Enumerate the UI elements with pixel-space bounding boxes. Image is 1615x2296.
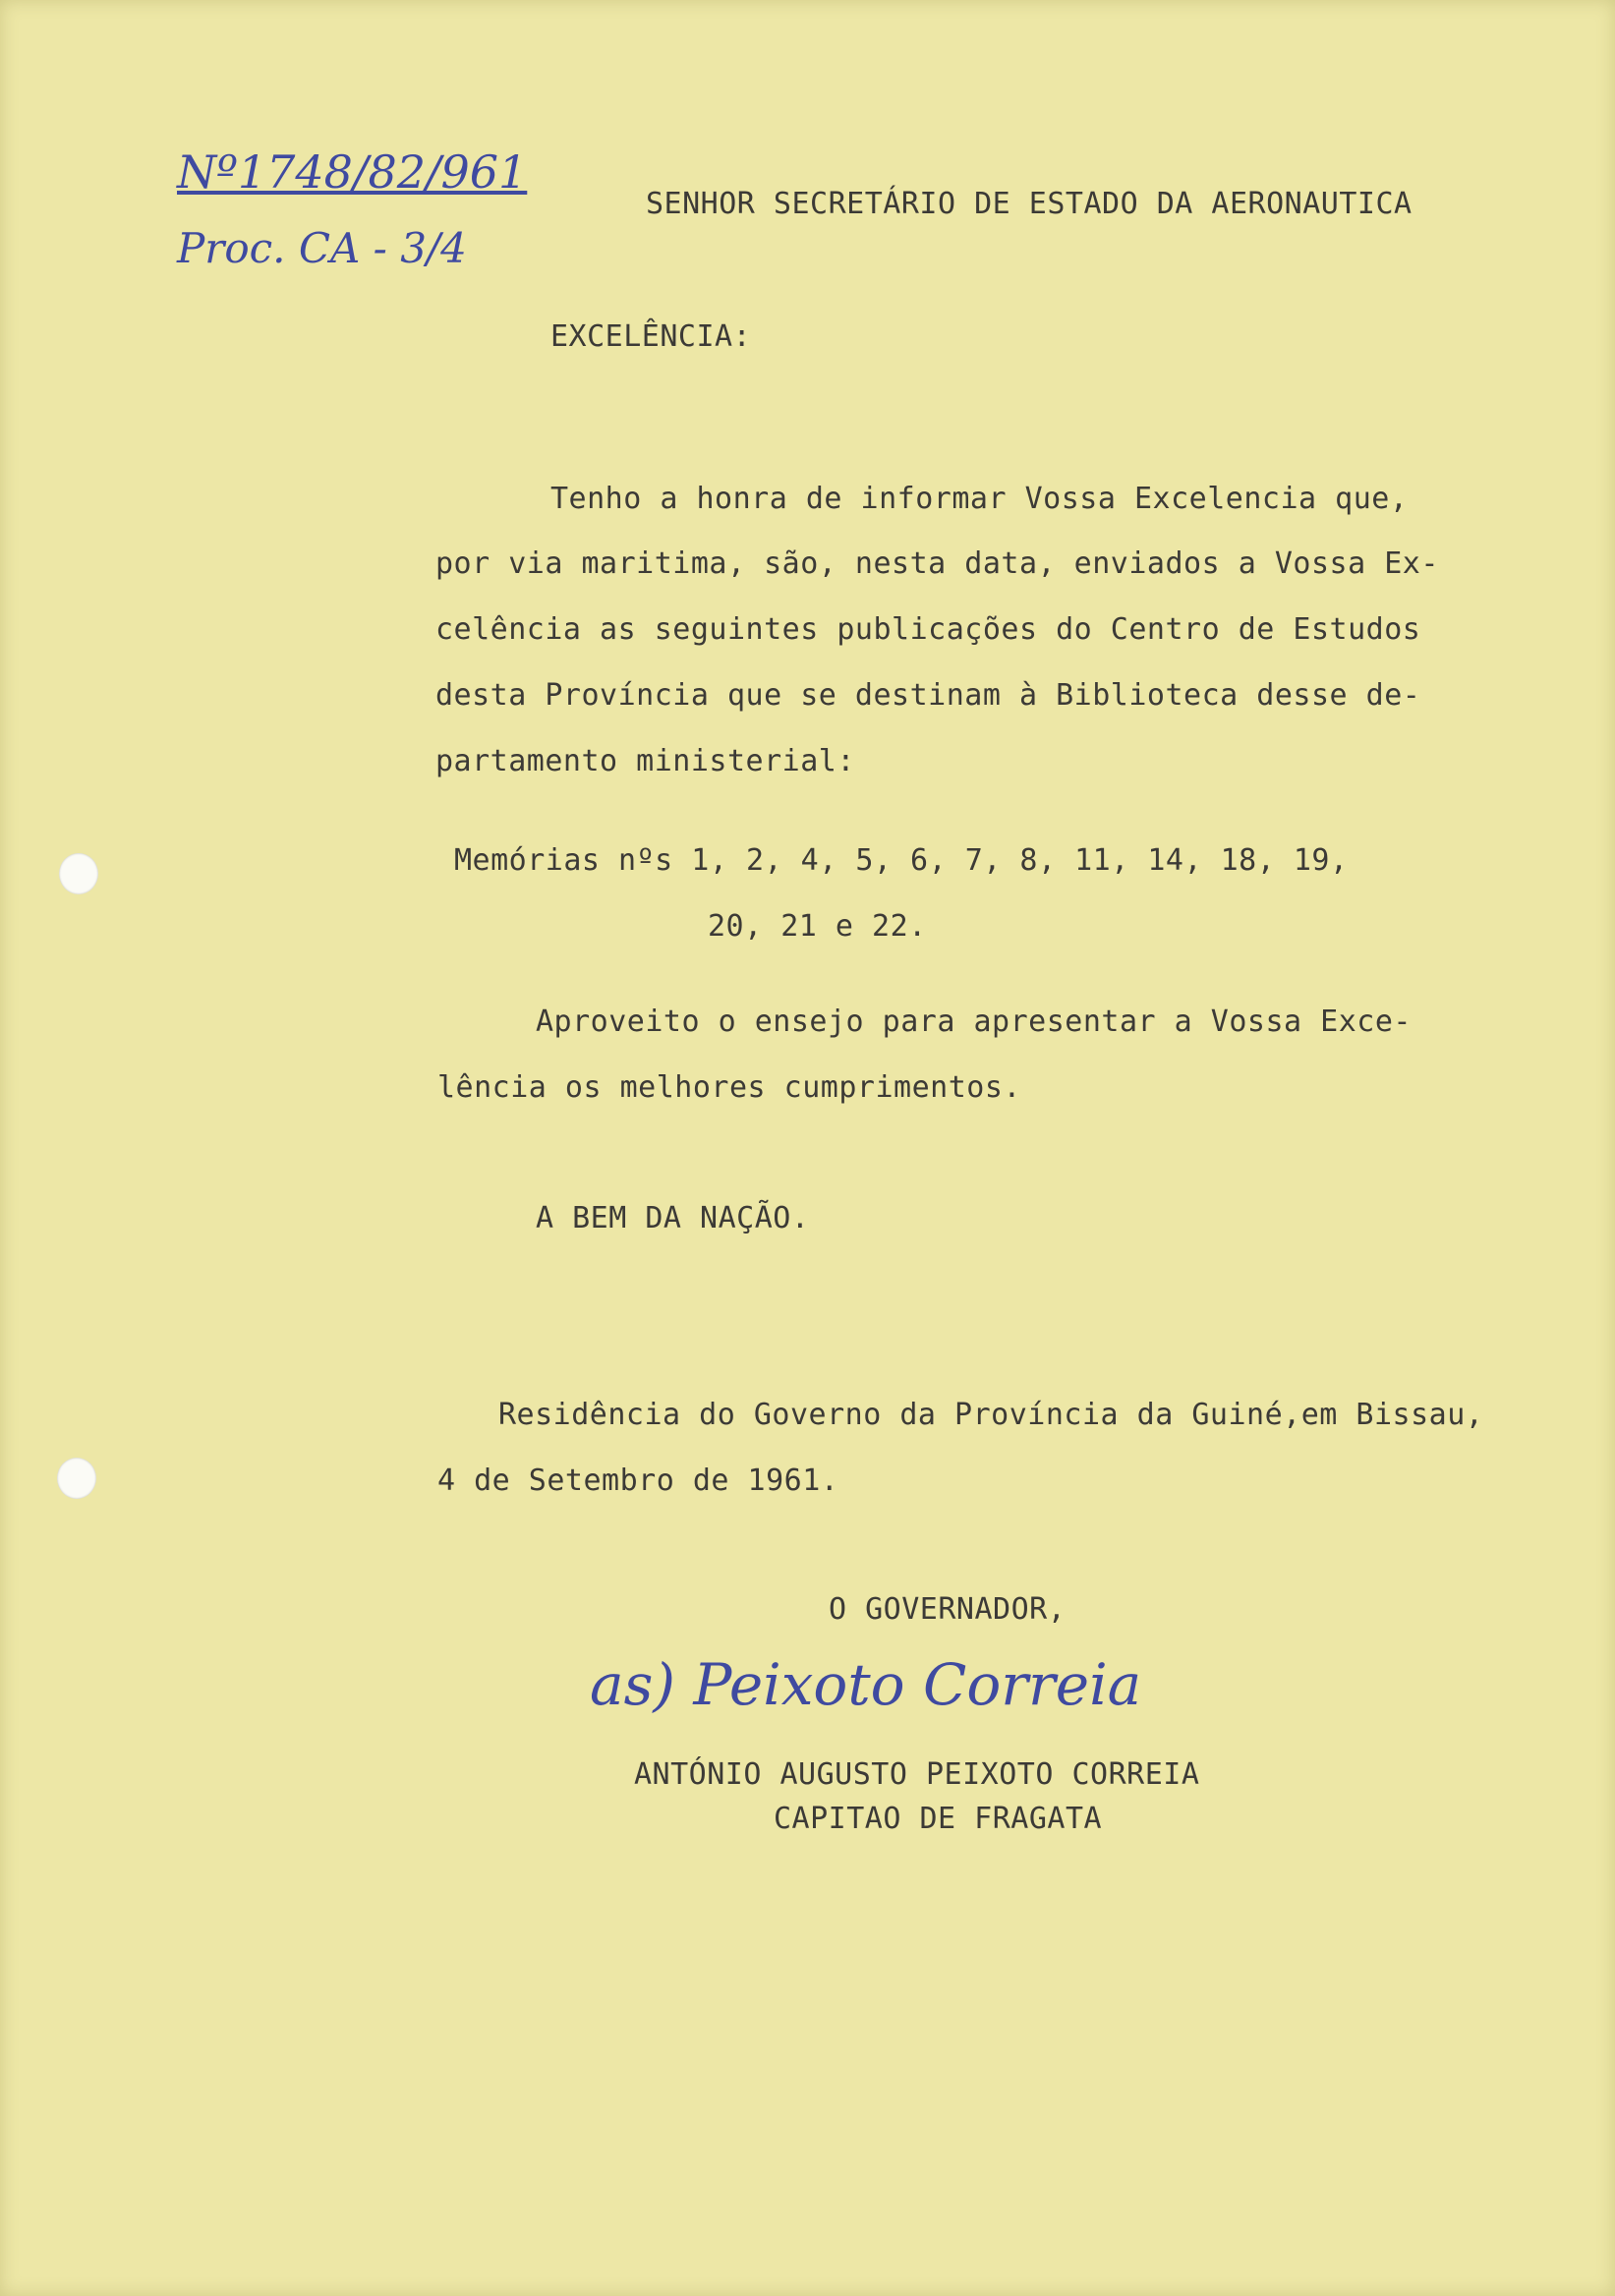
place-date-line: 4 de Setembro de 1961.: [437, 1464, 839, 1498]
punch-hole-upper: [59, 853, 98, 894]
punch-hole-lower: [57, 1458, 96, 1499]
closing-formula: A BEM DA NAÇÃO.: [536, 1201, 810, 1235]
handwritten-process-reference: Proc. CA - 3/4: [177, 224, 467, 272]
body-line: celência as seguintes publicações do Centro de Estudos: [435, 612, 1421, 647]
body-line: desta Província que se destinam à Biblioteca desse de-: [435, 678, 1421, 713]
handwritten-reference-number: Nº1748/82/961: [177, 145, 528, 199]
body-line: por via maritima, são, nesta data, enviados a Vossa Ex-: [435, 546, 1439, 581]
body-line: partamento ministerial:: [435, 744, 855, 778]
salutation: EXCELÊNCIA:: [550, 319, 752, 354]
body-line: Aproveito o ensejo para apresentar a Vossa Exce-: [536, 1004, 1412, 1039]
memorias-list-line: 20, 21 e 22.: [708, 909, 927, 944]
addressee-header: SENHOR SECRETÁRIO DE ESTADO DA AERONAUTICA: [646, 187, 1413, 221]
signatory-title: O GOVERNADOR,: [829, 1592, 1067, 1627]
signatory-rank: CAPITAO DE FRAGATA: [774, 1802, 1103, 1836]
handwritten-signature: as) Peixoto Correia: [590, 1651, 1142, 1718]
body-line: lência os melhores cumprimentos.: [437, 1070, 1021, 1105]
body-line: Tenho a honra de informar Vossa Excelencia que,: [550, 482, 1409, 516]
memorias-list-line: Memórias nºs 1, 2, 4, 5, 6, 7, 8, 11, 14, 18, 19,: [454, 843, 1349, 878]
signatory-name: ANTÓNIO AUGUSTO PEIXOTO CORREIA: [634, 1757, 1200, 1792]
place-date-line: Residência do Governo da Província da Guiné,em Bissau,: [498, 1398, 1484, 1432]
